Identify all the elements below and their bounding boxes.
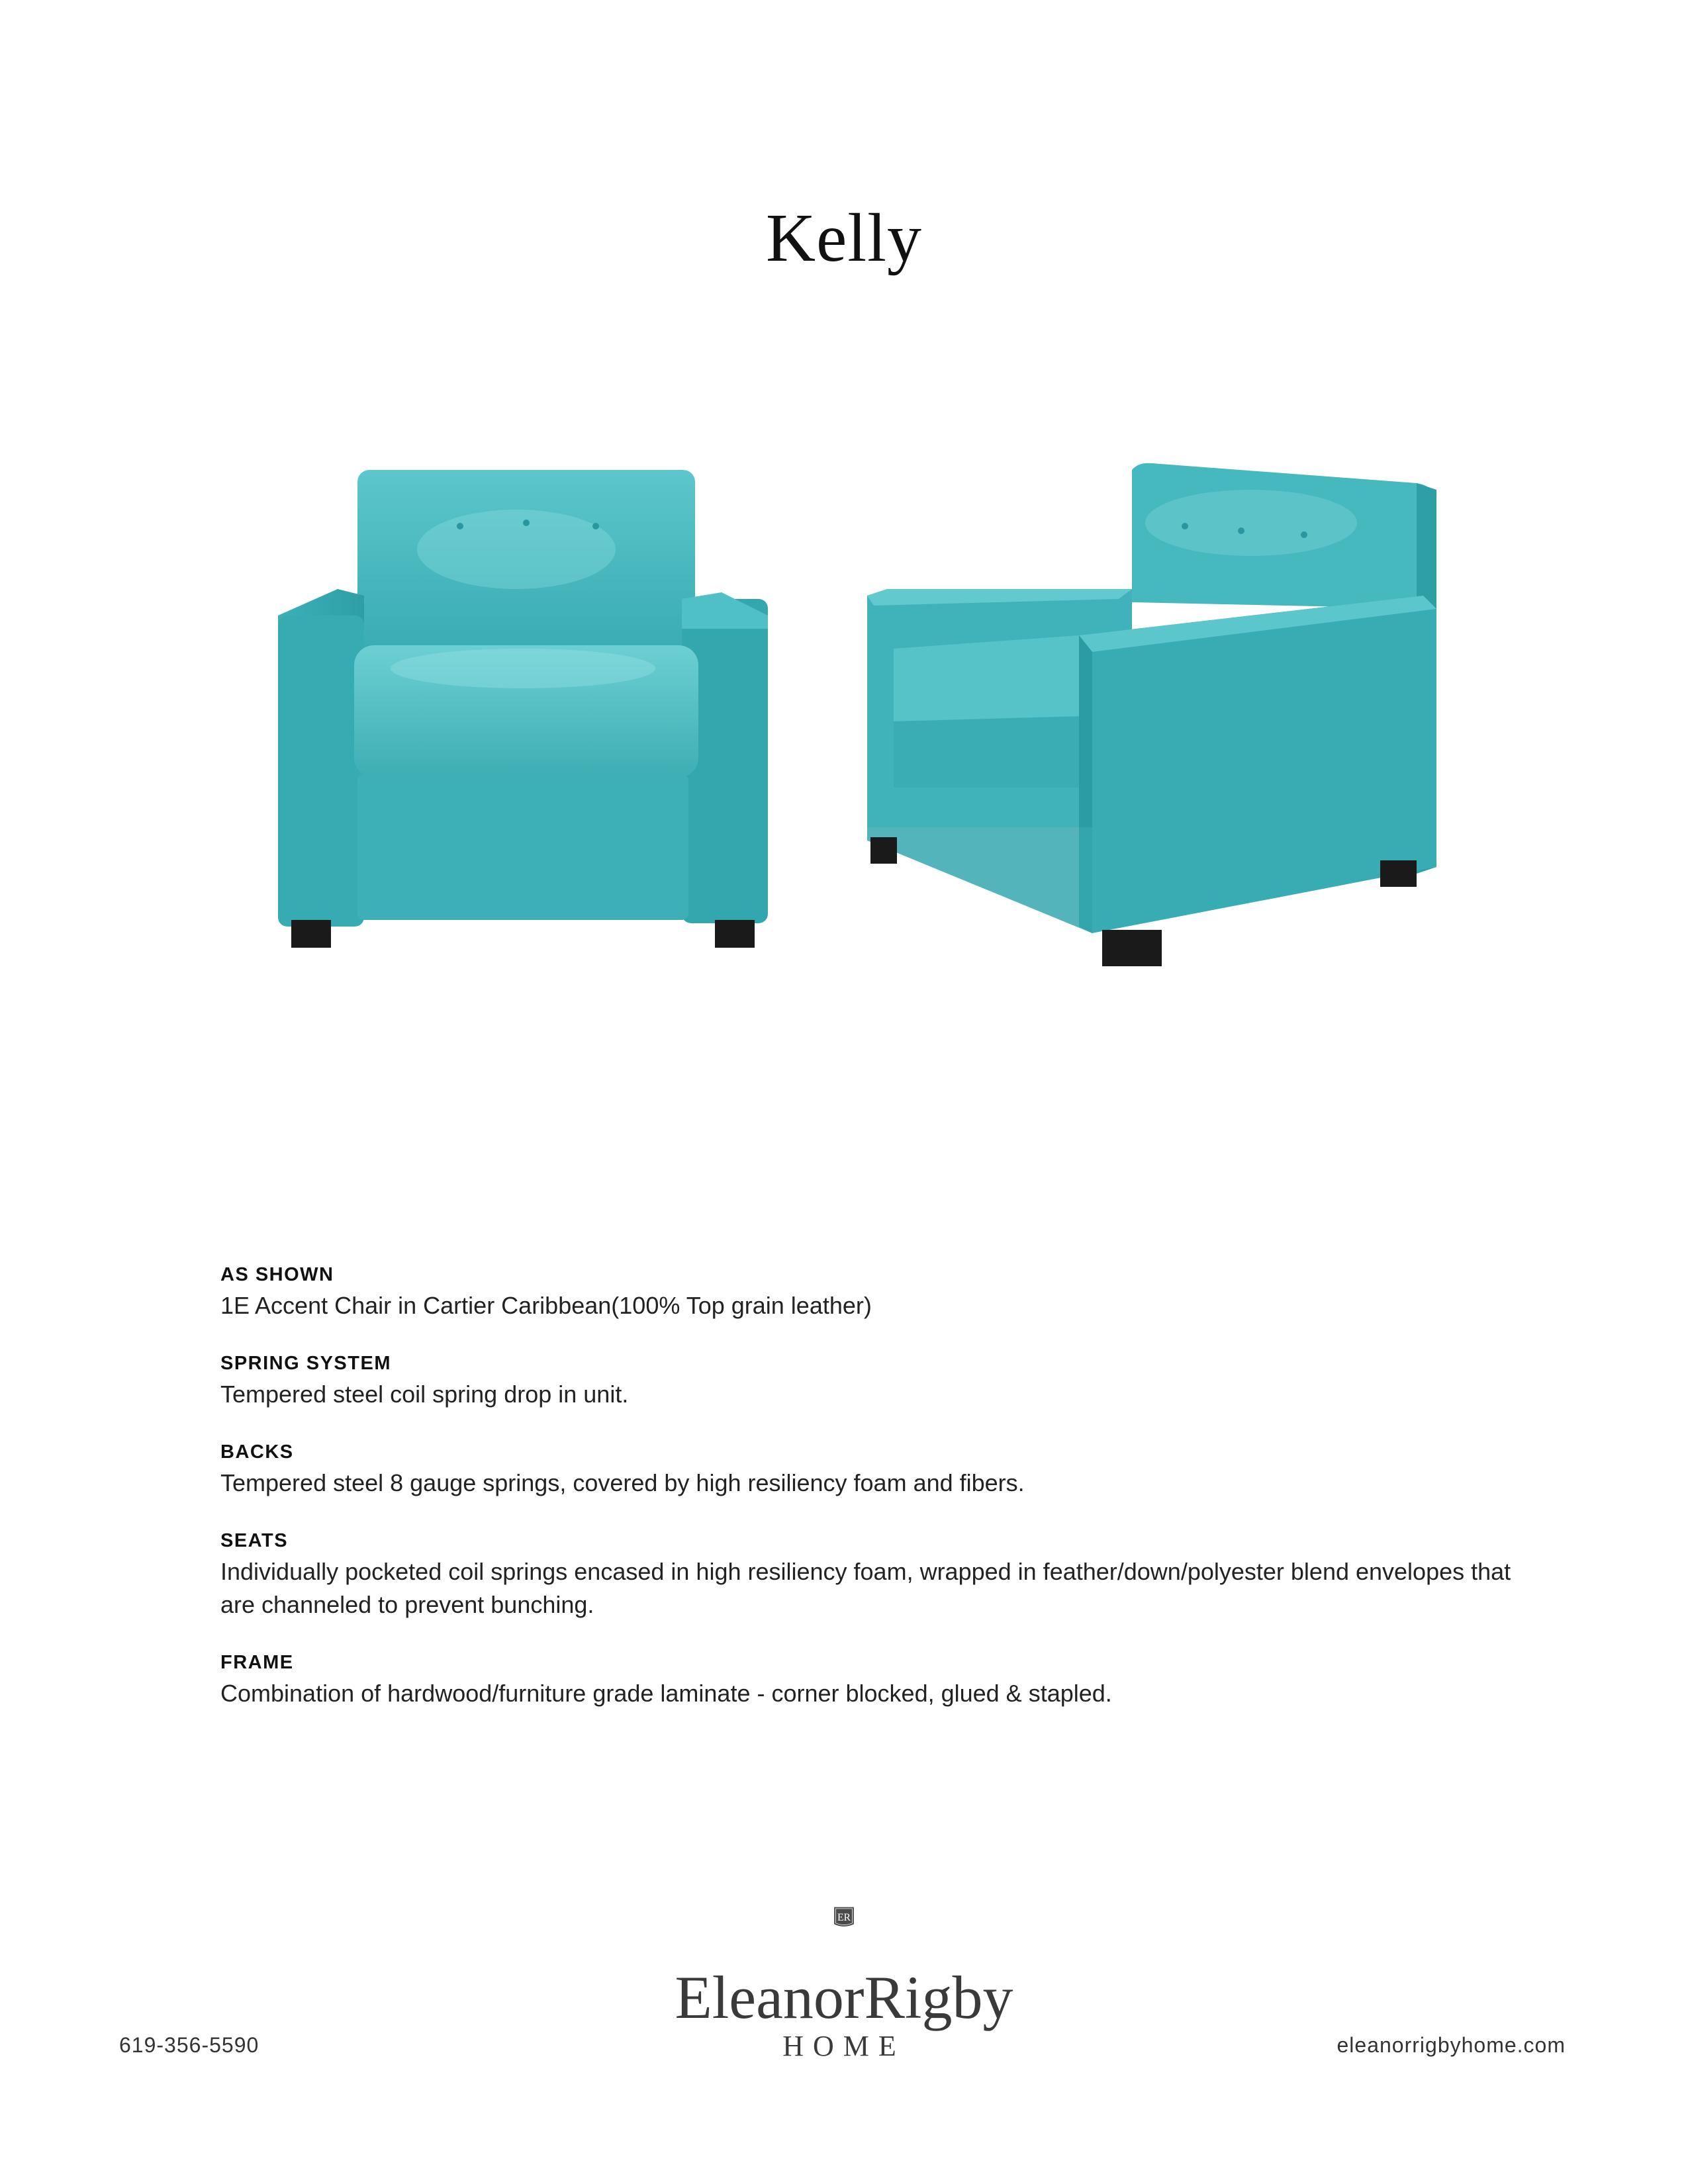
spec-text: Combination of hardwood/furniture grade laminate - corner blocked, glued & stapled. (220, 1680, 1112, 1707)
chair-front-image (265, 457, 781, 966)
spec-list (220, 1263, 1511, 1739)
spec-backs (220, 1440, 1511, 1500)
spec-heading: BACKS (220, 1441, 294, 1463)
spec-frame (220, 1651, 1511, 1710)
spec-heading: AS SHOWN (220, 1264, 334, 1285)
spec-as-shown (220, 1263, 1511, 1322)
spec-heading: FRAME (220, 1652, 294, 1673)
spec-text: Individually pocketed coil springs encased in high resiliency foam, wrapped in feather/down/polyester blend envelopes that are channeled to prevent bunching. (220, 1558, 1511, 1618)
spec-heading: SPRING SYSTEM (220, 1353, 391, 1374)
footer-website-link[interactable]: eleanorrigbyhome.com (1336, 2033, 1566, 2057)
spec-seats (220, 1529, 1511, 1621)
page-title: Kelly (765, 200, 923, 276)
footer-phone: 619-356-5590 (119, 2033, 259, 2057)
chair-angle-image (854, 457, 1450, 979)
spec-text: Tempered steel 8 gauge springs, covered by high resiliency foam and fibers. (220, 1469, 1025, 1496)
spec-text: 1E Accent Chair in Cartier Caribbean(100% Top grain leather) (220, 1292, 872, 1319)
spec-text: Tempered steel coil spring drop in unit. (220, 1381, 629, 1408)
brand-subtitle: HOME (782, 2030, 906, 2062)
spec-spring-system (220, 1351, 1511, 1411)
svg-text:ER: ER (837, 1911, 851, 1923)
spec-heading: SEATS (220, 1530, 289, 1551)
brand-logo-icon (645, 1906, 1043, 1966)
brand-name: EleanorRigby (675, 1964, 1013, 2031)
